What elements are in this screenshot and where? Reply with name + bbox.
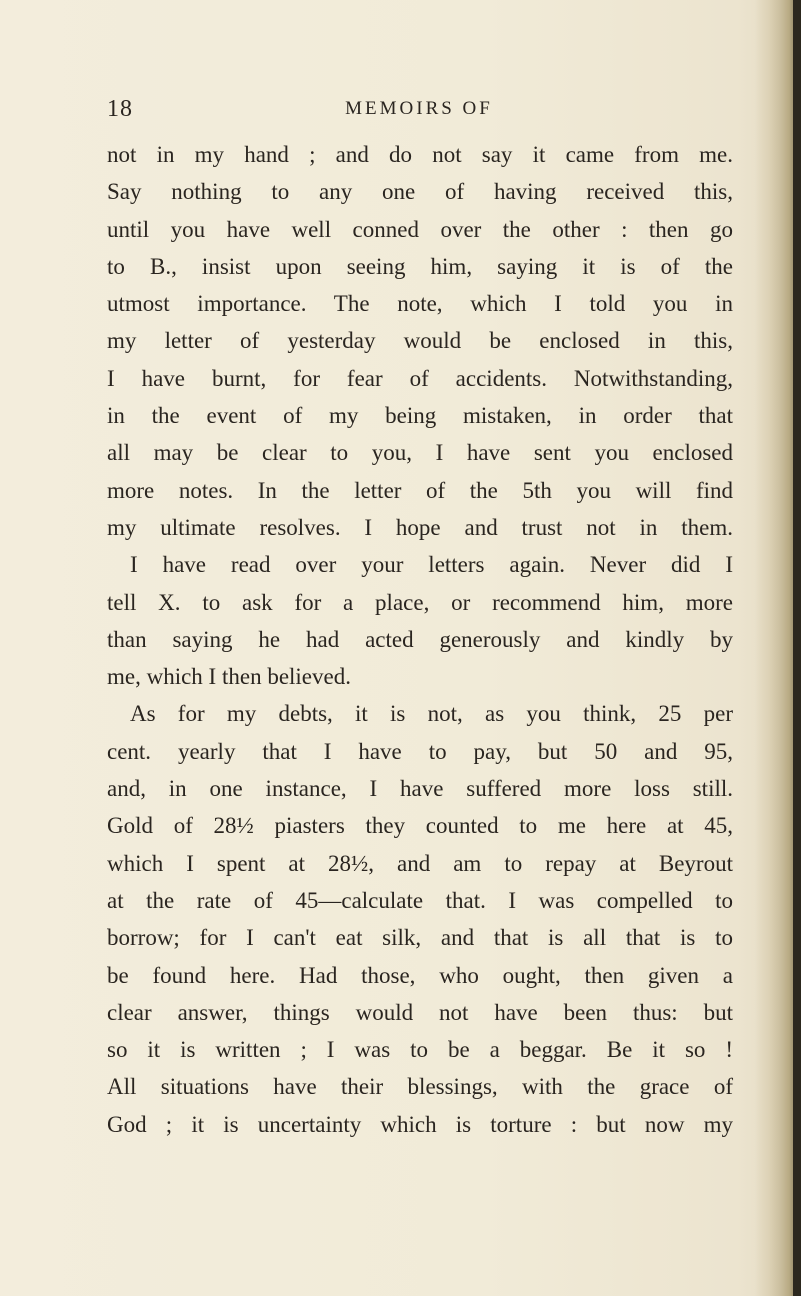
text-line: to B., insist upon seeing him, saying it is of the — [107, 253, 733, 279]
text-line: Say nothing to any one of having received this, — [107, 179, 733, 205]
page-edge-shadow — [755, 0, 801, 1296]
text-line: utmost importance. The note, which I told you in — [107, 291, 733, 317]
text-line: in the event of my being mistaken, in order that — [107, 403, 733, 429]
text-line: all may be clear to you, I have sent you enclosed — [107, 440, 733, 466]
text-line: clear answer, things would not have been thus: but — [107, 999, 733, 1025]
paragraph-start-line: As for my debts, it is not, as you think, 25 per — [130, 701, 733, 727]
text-line: borrow; for I can't eat silk, and that is all that is to — [107, 925, 733, 951]
paragraph-end-line: me, which I then believed. — [107, 664, 351, 690]
text-line: which I spent at 28½, and am to repay at Beyrout — [107, 850, 733, 876]
text-line: at the rate of 45—calculate that. I was compelled to — [107, 887, 733, 913]
body-text — [107, 136, 733, 1143]
text-line: than saying he had acted generously and kindly by — [107, 626, 733, 652]
paragraph-start-line: I have read over your letters again. Never did I — [130, 552, 733, 578]
text-line: tell X. to ask for a place, or recommend him, more — [107, 589, 733, 615]
running-head: MEMOIRS OF — [345, 98, 493, 119]
text-line: until you have well conned over the other : then go — [107, 216, 733, 242]
page-number: 18 — [107, 96, 133, 122]
text-line: more notes. In the letter of the 5th you will find — [107, 477, 733, 503]
text-line: not in my hand ; and do not say it came from me. — [107, 142, 733, 167]
text-line: so it is written ; I was to be a beggar. Be it so ! — [107, 1037, 733, 1063]
text-line: All situations have their blessings, with the grace of — [107, 1074, 733, 1100]
page-header — [107, 96, 731, 132]
text-line: God ; it is uncertainty which is torture : but now my — [107, 1111, 733, 1137]
text-line: be found here. Had those, who ought, then given a — [107, 962, 733, 988]
text-line: and, in one instance, I have suffered more loss still. — [107, 776, 733, 802]
text-line: I have burnt, for fear of accidents. Notwithstanding, — [107, 365, 733, 391]
text-line: Gold of 28½ piasters they counted to me here at 45, — [107, 813, 733, 839]
text-line: my letter of yesterday would be enclosed in this, — [107, 328, 733, 354]
text-line: my ultimate resolves. I hope and trust not in them. — [107, 514, 733, 540]
text-line: cent. yearly that I have to pay, but 50 and 95, — [107, 738, 733, 764]
